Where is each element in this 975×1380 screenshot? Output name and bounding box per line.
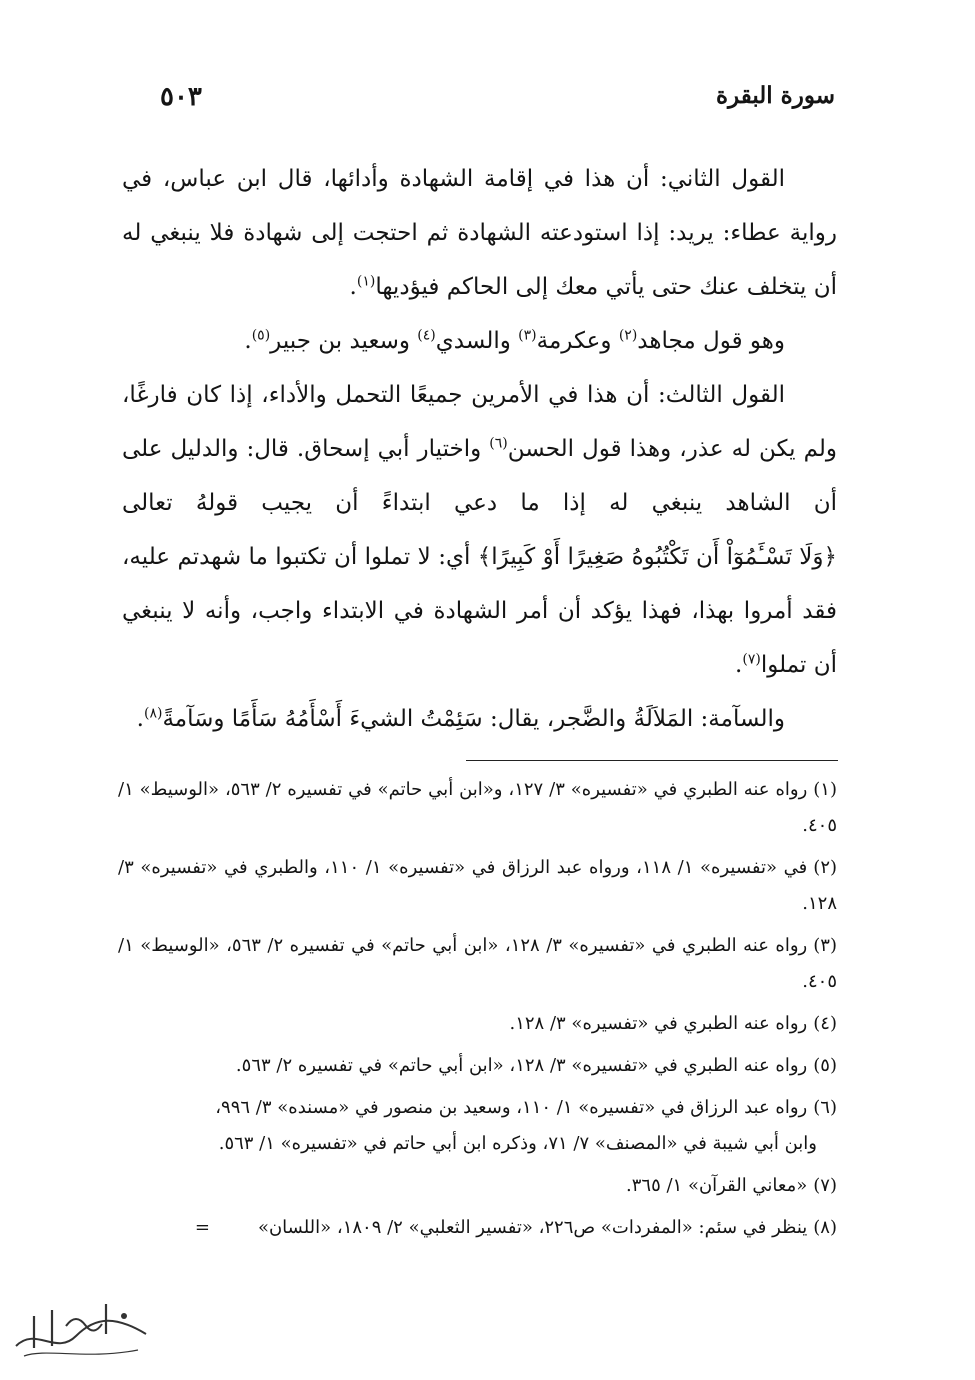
- footnote-3: (٣)رواه عنه الطبري في «تفسيره» ٣/ ١٢٨، «ابن أبي حاتم» في تفسيره ٢/ ٥٦٣، «الوسيط» ١/ ٤٠٥.: [118, 935, 837, 992]
- footnote-ref: (١): [356, 273, 376, 290]
- surah-name: سورة البقرة: [715, 82, 835, 109]
- footnote-ref: (٦): [489, 435, 508, 452]
- footnote-7: (٧)«معاني القرآن» ١/ ٣٦٥.: [626, 1175, 837, 1196]
- page-number: ٥٠٣: [160, 82, 202, 112]
- footnote-4: (٤)رواه عنه الطبري في «تفسيره» ٣/ ١٢٨.: [509, 1013, 837, 1034]
- footnotes: [118, 772, 837, 1252]
- publisher-logo: [6, 1286, 156, 1372]
- footnote-6: (٦)رواه عبد الرزاق في «تفسيره» ١/ ١١٠، وسعيد بن منصور في «مسنده» ٣/ ٩٩٦،: [215, 1097, 837, 1118]
- paragraph-definition: والسآمة: المَلاَلَةُ والضَّجر، يقال: سَئِمْتُ الشيءَ أَسْأَمُهُ سَأَمًا وسَآمةً$^{(٨)}$.: [136, 705, 785, 732]
- footnote-ref: (٥): [251, 327, 271, 344]
- footnote-ref: (٢): [618, 327, 638, 344]
- paragraph-third-opinion: القول الثالث: أن هذا في الأمرين جميعًا التحمل والأداء، إذا كان فارغًا، ولم يكن له عذر، وهذا قول الحسن$^{(٦)}$ واختيار أبي إسحاق. قال: والدليل على أن الشاهد ينبغي له إذا ما دعي ابتداءً أن يجيب قولهُ تعالى ﴿وَلَا تَسْـَٔمُوٓاْ أَن تَكْتُبُوهُ صَغِيرًا أَوْ كَبِيرًا﴾ أي: لا تملوا أن تكتبوا ما شهدتم عليه، فقد أمروا بهذا، فهذا يؤكد أن أمر الشهادة في الابتداء واجب، وأنه لا ينبغي أن تملوا$^{(٧)}$.: [122, 382, 837, 678]
- footnote-separator: [466, 760, 838, 761]
- running-header: [160, 82, 835, 118]
- quran-verse: ﴿وَلَا تَسْـَٔمُوٓاْ أَن تَكْتُبُوهُ صَغِيرًا أَوْ كَبِيرًا﴾: [477, 544, 837, 570]
- paragraph-narrators: وهو قول مجاهد$^{(٢)}$ وعكرمة$^{(٣)}$ والسدي$^{(٤)}$ وسعيد بن جبير$^{(٥)}$.: [244, 327, 785, 354]
- footnote-8: (٨)ينظر في سئم: «المفردات» ص٢٢٦، «تفسير الثعلبي» ٢/ ١٨٠٩، «اللسان»=: [118, 1210, 837, 1246]
- footnote-5: (٥)رواه عنه الطبري في «تفسيره» ٣/ ١٢٨، «ابن أبي حاتم» في تفسيره ٢/ ٥٦٣.: [235, 1055, 837, 1076]
- main-text: [122, 152, 837, 746]
- footnote-ref: (٤): [417, 327, 436, 344]
- continuation-mark: =: [194, 1217, 210, 1238]
- paragraph-second-opinion: القول الثاني: أن هذا في إقامة الشهادة وأدائها، قال ابن عباس، في رواية عطاء: يريد: إذا استودعته الشهادة ثم احتجت إلى شهادة فلا ينبغي له أن يتخلف عنك حتى يأتي معك إلى الحاكم فيؤديها$^{(١)}$.: [122, 166, 837, 300]
- footnote-2: (٢)في «تفسيره» ١/ ١١٨، ورواه عبد الرزاق في «تفسيره» ١/ ١١٠، والطبري في «تفسيره» ٣/ ١٢٨.: [118, 857, 838, 914]
- footnote-6-continued: وابن أبي شيبة في «المصنف» ٧/ ٧١، وذكره ابن أبي حاتم في «تفسيره» ١/ ٥٦٣.: [218, 1133, 817, 1154]
- footnote-ref: (٨): [143, 705, 163, 722]
- footnote-ref: (٣): [518, 327, 537, 344]
- footnote-1: (١)رواه عنه الطبري في «تفسيره» ٣/ ١٢٧، و«ابن أبي حاتم» في تفسيره ٢/ ٥٦٣، «الوسيط» ١/ ٤٠٥.: [118, 779, 837, 836]
- footnote-ref: (٧): [742, 651, 761, 668]
